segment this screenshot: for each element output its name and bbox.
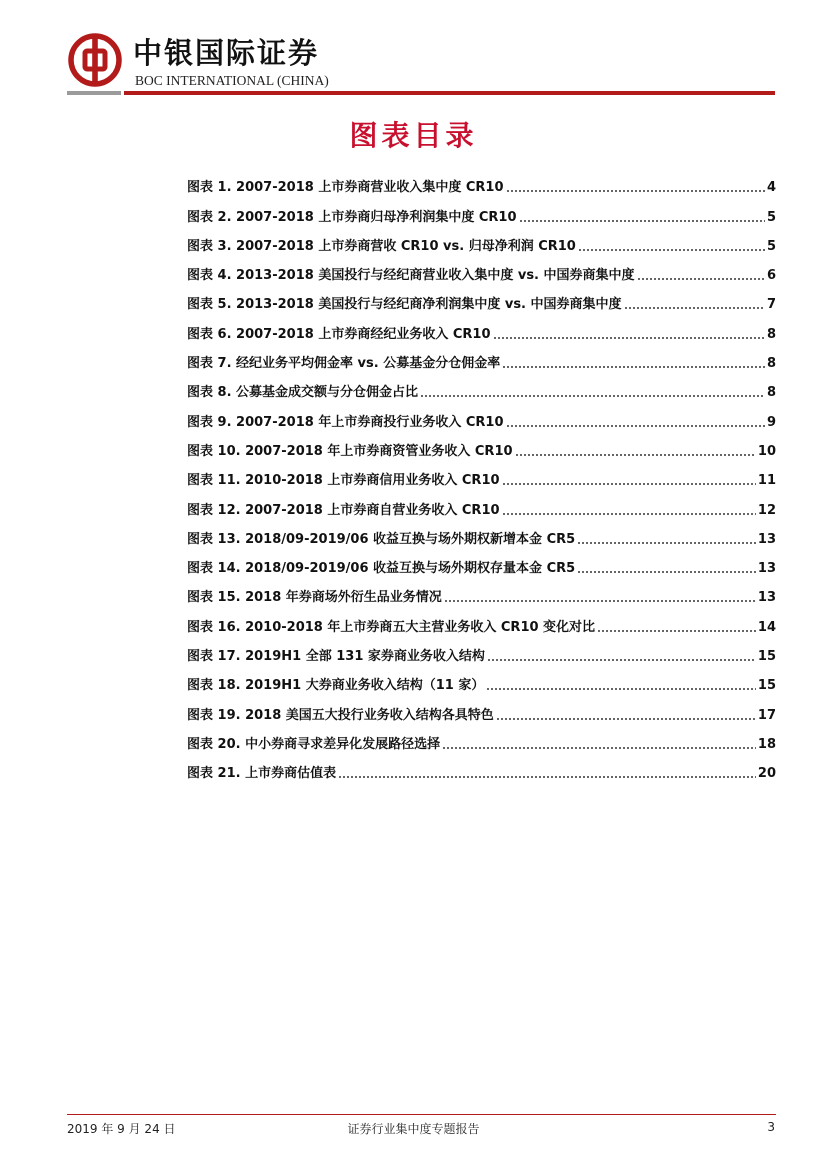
toc-entry-page[interactable]: 15	[757, 649, 776, 665]
toc-dot-leader	[420, 395, 765, 397]
toc-title: 图表目录	[349, 119, 478, 152]
toc-entry[interactable]	[187, 605, 776, 634]
toc-entry-page[interactable]: 18	[757, 736, 776, 752]
toc-entry[interactable]	[187, 547, 776, 576]
toc-entry-page[interactable]: 17	[757, 707, 776, 723]
header-rule-grey	[67, 91, 121, 95]
toc-entry[interactable]	[187, 693, 776, 722]
toc-dot-leader	[502, 483, 756, 485]
toc-entry-label[interactable]: 图表 17. 2019H1 全部 131 家券商业务收入结构	[187, 649, 485, 665]
toc-entry[interactable]	[187, 312, 776, 341]
footer-rule	[67, 1114, 776, 1115]
toc-dot-leader	[487, 659, 756, 661]
brand-name-chinese: 中银国际证券	[133, 36, 320, 70]
toc-entry-page[interactable]: 13	[757, 561, 776, 577]
toc-entry-label[interactable]: 图表 10. 2007-2018 年上市券商资管业务收入 CR10	[187, 443, 513, 459]
toc-entry-label[interactable]: 图表 7. 经纪业务平均佣金率 vs. 公募基金分仓佣金率	[187, 356, 501, 372]
toc-entry-page[interactable]: 13	[757, 531, 776, 547]
toc-entry[interactable]	[187, 400, 776, 429]
footer-report-title: 证券行业集中度专题报告	[347, 1122, 480, 1136]
toc-entry[interactable]	[187, 488, 776, 517]
toc-entry[interactable]	[187, 576, 776, 605]
toc-entry-page[interactable]: 20	[757, 766, 776, 782]
toc-entry-page[interactable]: 12	[757, 502, 776, 518]
toc-entry-label[interactable]: 图表 9. 2007-2018 年上市券商投行业务收入 CR10	[187, 414, 504, 430]
toc-entry-label[interactable]: 图表 2. 2007-2018 上市券商归母净利润集中度 CR10	[187, 209, 517, 225]
toc-entry-page[interactable]: 11	[757, 473, 776, 489]
toc-entry[interactable]	[187, 752, 776, 781]
toc-entry-page[interactable]: 8	[766, 356, 776, 372]
toc-entry-page[interactable]: 4	[766, 180, 776, 196]
toc-entry-page[interactable]: 8	[766, 326, 776, 342]
toc-entry[interactable]	[187, 664, 776, 693]
toc-entry-page[interactable]: 14	[757, 619, 776, 635]
toc-dot-leader	[597, 630, 756, 632]
toc-entry[interactable]	[187, 225, 776, 254]
toc-dot-leader	[444, 600, 756, 602]
toc-entry-page[interactable]: 5	[766, 209, 776, 225]
toc-entry[interactable]	[187, 342, 776, 371]
toc-entry[interactable]	[187, 430, 776, 459]
toc-entry-label[interactable]: 图表 20. 中小券商寻求差异化发展路径选择	[187, 736, 441, 752]
toc-dot-leader	[493, 337, 765, 339]
toc-entry-page[interactable]: 10	[757, 443, 776, 459]
toc-dot-leader	[577, 571, 756, 573]
toc-entry[interactable]	[187, 371, 776, 400]
toc-entry-page[interactable]: 9	[766, 414, 776, 430]
toc-entry[interactable]	[187, 254, 776, 283]
toc-entry-label[interactable]: 图表 12. 2007-2018 上市券商自营业务收入 CR10	[187, 502, 500, 518]
toc-dot-leader	[515, 454, 756, 456]
toc-dot-leader	[496, 718, 756, 720]
toc-dot-leader	[637, 278, 765, 280]
toc-entry-page[interactable]: 8	[766, 385, 776, 401]
toc-entry-label[interactable]: 图表 19. 2018 美国五大投行业务收入结构各具特色	[187, 707, 494, 723]
toc-entry[interactable]	[187, 518, 776, 547]
toc-dot-leader	[578, 249, 765, 251]
toc-entry[interactable]	[187, 195, 776, 224]
toc-entry[interactable]	[187, 166, 776, 195]
toc-entry-page[interactable]: 13	[757, 590, 776, 606]
toc-entry-label[interactable]: 图表 11. 2010-2018 上市券商信用业务收入 CR10	[187, 473, 500, 489]
toc-entry-label[interactable]: 图表 1. 2007-2018 上市券商营业收入集中度 CR10	[187, 180, 504, 196]
toc-dot-leader	[502, 513, 756, 515]
table-of-figures	[187, 166, 776, 781]
toc-entry-label[interactable]: 图表 16. 2010-2018 年上市券商五大主营业务收入 CR10 变化对比	[187, 619, 596, 635]
toc-entry-label[interactable]: 图表 13. 2018/09-2019/06 收益互换与场外期权新增本金 CR5	[187, 531, 576, 547]
toc-entry-page[interactable]: 7	[766, 297, 776, 313]
toc-entry[interactable]	[187, 723, 776, 752]
toc-entry[interactable]	[187, 283, 776, 312]
brand-name-english: BOC INTERNATIONAL (CHINA)	[135, 73, 329, 88]
page-header	[0, 0, 827, 100]
toc-dot-leader	[506, 190, 765, 192]
toc-dot-leader	[486, 688, 756, 690]
toc-dot-leader	[338, 776, 756, 778]
toc-entry-label[interactable]: 图表 3. 2007-2018 上市券商营收 CR10 vs. 归母净利润 CR10	[187, 238, 576, 254]
toc-entry-label[interactable]: 图表 15. 2018 年券商场外衍生品业务情况	[187, 590, 442, 606]
toc-entry-label[interactable]: 图表 8. 公募基金成交额与分仓佣金占比	[187, 385, 419, 401]
toc-entry[interactable]	[187, 459, 776, 488]
toc-entry-page[interactable]: 5	[766, 238, 776, 254]
toc-dot-leader	[519, 220, 765, 222]
toc-entry-label[interactable]: 图表 6. 2007-2018 上市券商经纪业务收入 CR10	[187, 326, 491, 342]
toc-dot-leader	[442, 747, 756, 749]
toc-entry-page[interactable]: 15	[757, 678, 776, 694]
footer-page-number: 3	[767, 1120, 775, 1134]
toc-entry-label[interactable]: 图表 5. 2013-2018 美国投行与经纪商净利润集中度 vs. 中国券商集中度	[187, 297, 622, 313]
toc-dot-leader	[577, 542, 756, 544]
toc-dot-leader	[506, 425, 765, 427]
toc-entry-page[interactable]: 6	[766, 268, 776, 284]
header-rule-red	[124, 91, 775, 95]
toc-entry-label[interactable]: 图表 21. 上市券商估值表	[187, 766, 337, 782]
bank-of-china-logo-icon	[68, 33, 122, 87]
toc-dot-leader	[502, 366, 765, 368]
footer-date: 2019 年 9 月 24 日	[67, 1122, 176, 1136]
toc-entry[interactable]	[187, 635, 776, 664]
toc-entry-label[interactable]: 图表 4. 2013-2018 美国投行与经纪商营业收入集中度 vs. 中国券商集中度	[187, 268, 635, 284]
toc-entry-label[interactable]: 图表 18. 2019H1 大券商业务收入结构（11 家）	[187, 678, 485, 694]
toc-dot-leader	[624, 307, 765, 309]
toc-entry-label[interactable]: 图表 14. 2018/09-2019/06 收益互换与场外期权存量本金 CR5	[187, 561, 576, 577]
